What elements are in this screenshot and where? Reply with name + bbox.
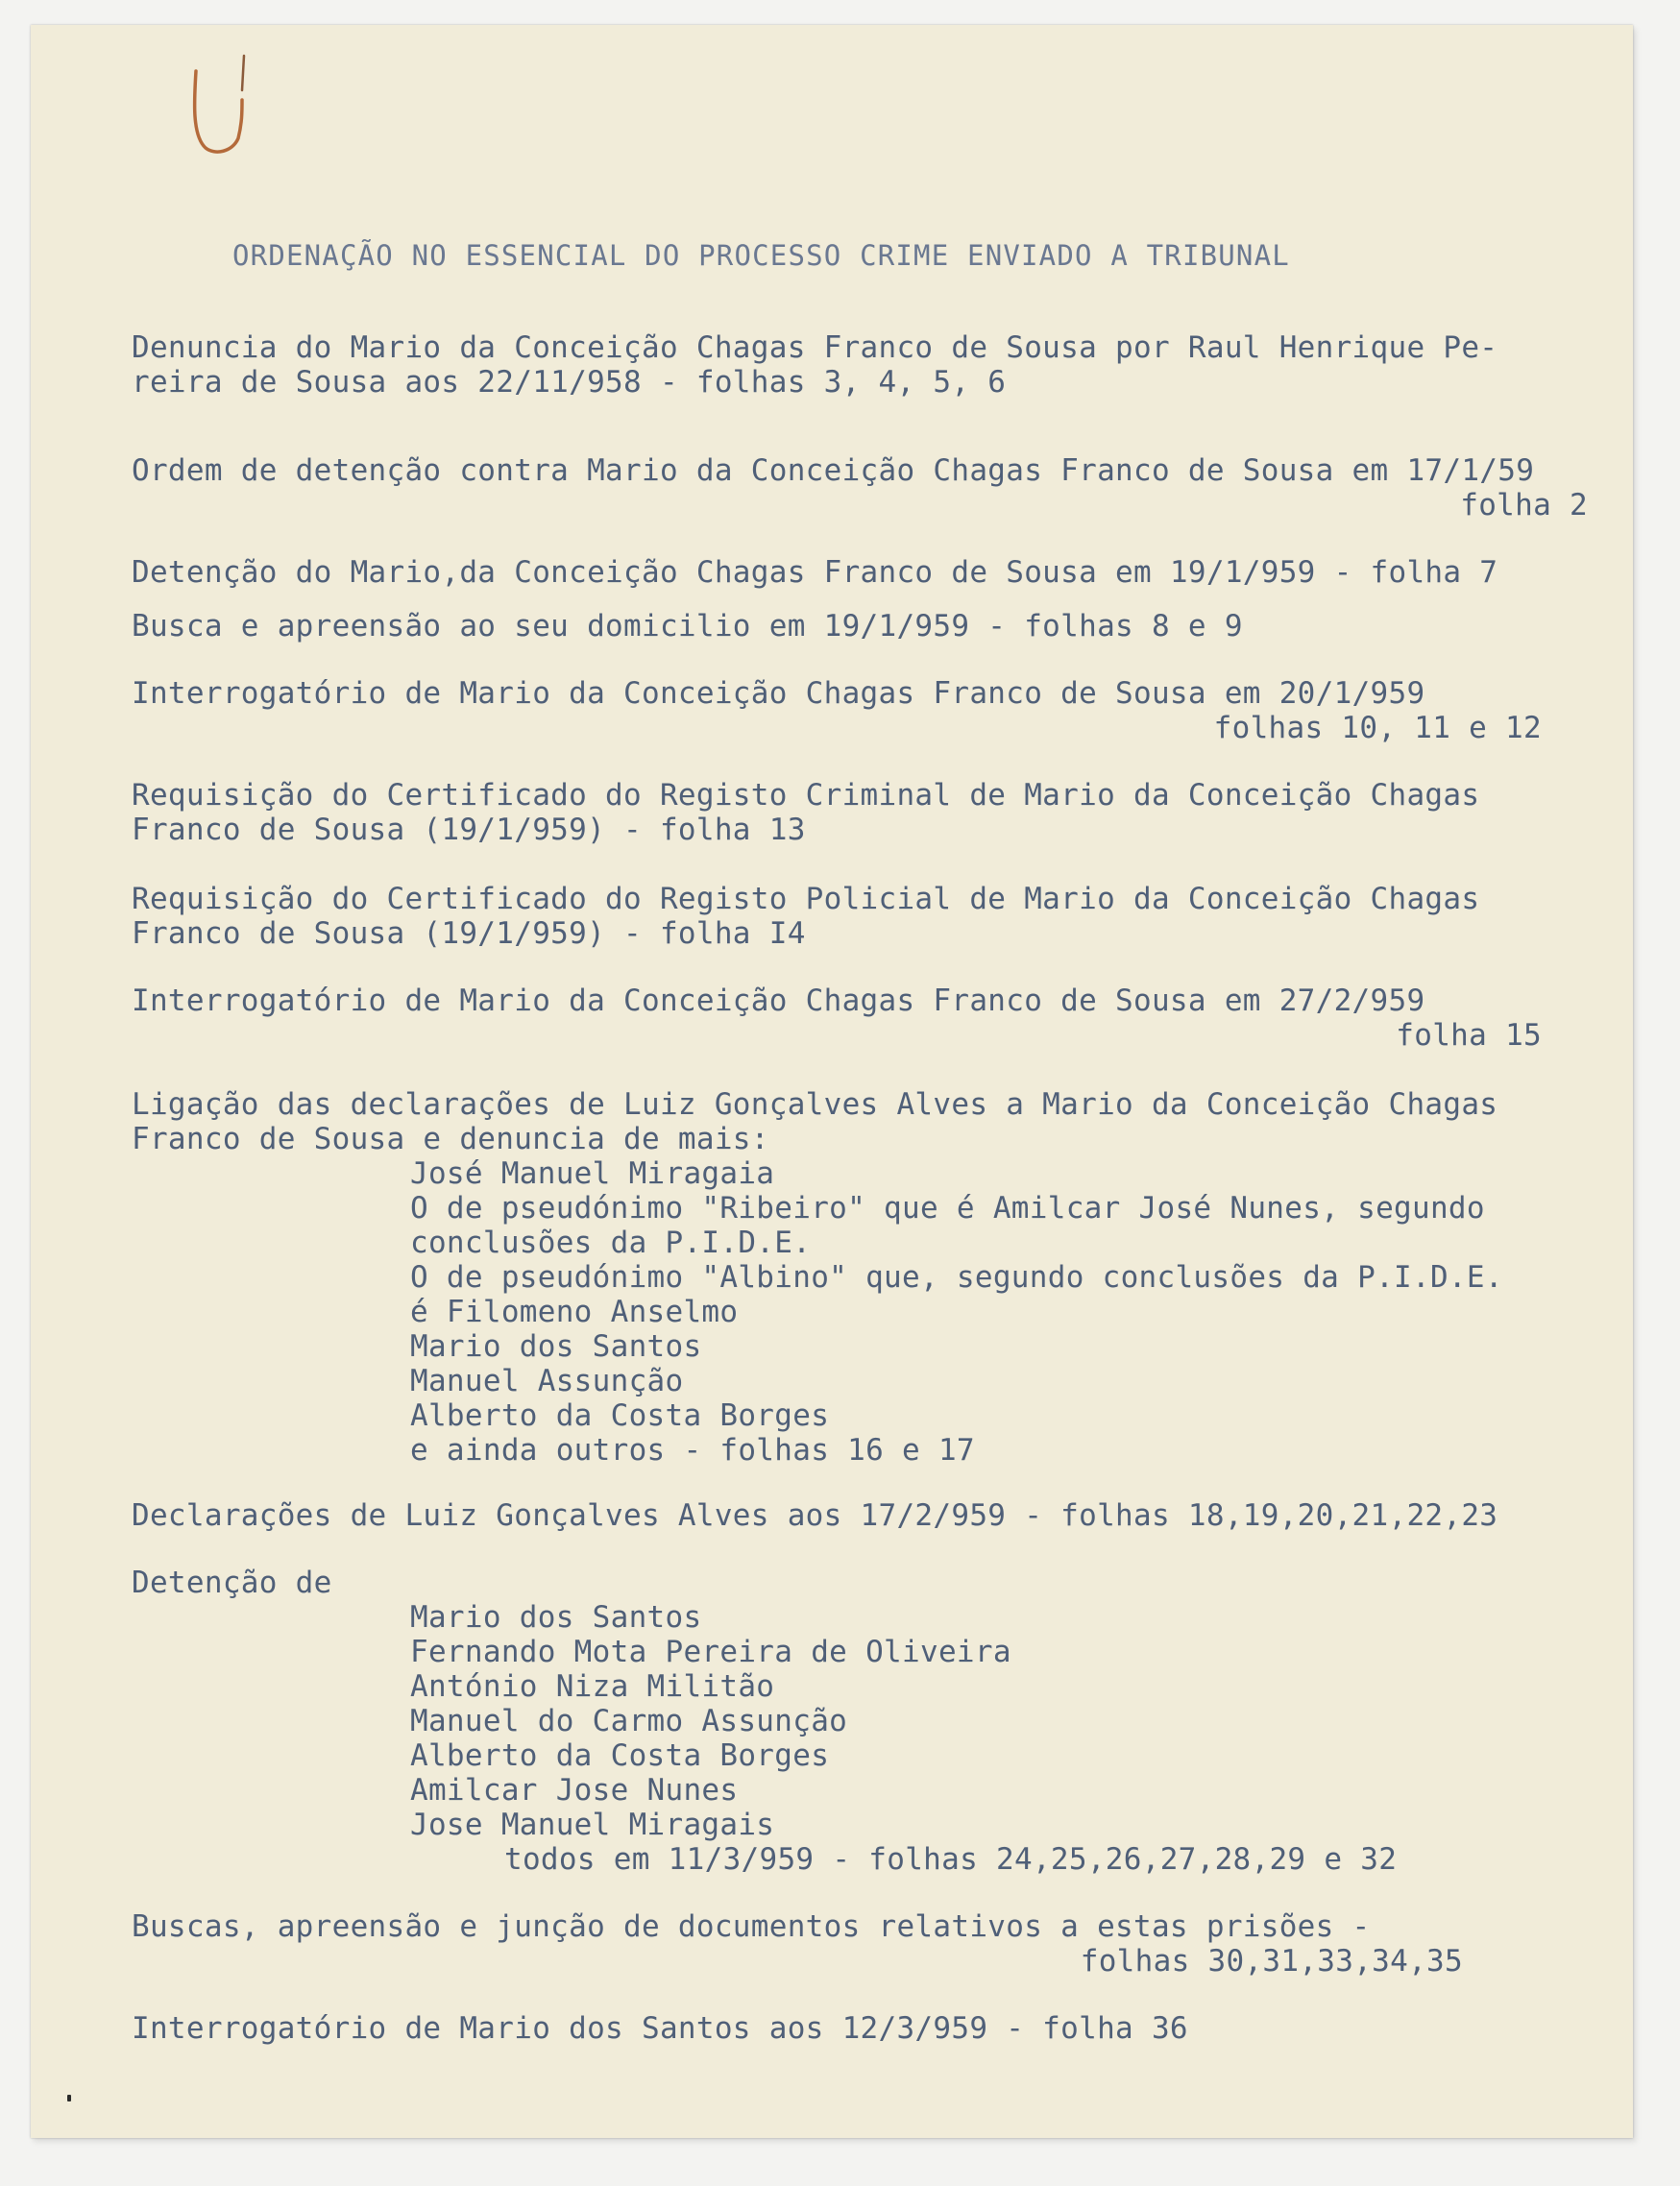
typed-text-area [31, 25, 1633, 2138]
entry-line: Detenção do Mario,da Conceição Chagas Franco de Sousa em 19/1/959 - folha 7 [132, 555, 1498, 590]
detained-person: Mario dos Santos [410, 1600, 702, 1635]
entry-busca-apreensao [132, 609, 1592, 644]
entry-line: Franco de Sousa e denuncia de mais: [132, 1122, 769, 1156]
entry-page-reference: todos em 11/3/959 - folhas 24,25,26,27,28,29 e 32 [504, 1842, 1398, 1877]
entry-page-reference: folhas 10, 11 e 12 [1213, 711, 1542, 745]
entry-registo-policial [132, 882, 1592, 951]
entry-line: Declarações de Luiz Gonçalves Alves aos 17/2/959 - folhas 18,19,20,21,22,23 [132, 1498, 1498, 1533]
entry-buscas-documentos [132, 1909, 1592, 1979]
detained-person: Manuel do Carmo Assunção [410, 1704, 848, 1738]
entry-line: Ordem de detenção contra Mario da Conceição Chagas Franco de Sousa em 17/1/59 [132, 453, 1535, 488]
named-person: Alberto da Costa Borges [410, 1398, 830, 1433]
entry-registo-criminal [132, 778, 1592, 847]
entry-declaracoes-luiz [132, 1498, 1592, 1533]
entry-line: Ligação das declarações de Luiz Gonçalves Alves a Mario da Conceição Chagas [132, 1087, 1498, 1122]
entry-line: Detenção de [132, 1566, 332, 1600]
entry-line: Requisição do Certificado do Registo Criminal de Mario da Conceição Chagas [132, 778, 1480, 813]
entry-denuncia [132, 330, 1592, 400]
entry-page-reference: e ainda outros - folhas 16 e 17 [410, 1433, 975, 1468]
entry-interrogatorio-2 [132, 984, 1592, 1053]
named-person: é Filomeno Anselmo [410, 1295, 739, 1329]
entry-line: Interrogatório de Mario dos Santos aos 12/3/959 - folha 36 [132, 2011, 1188, 2046]
entry-line: Busca e apreensão ao seu domicilio em 19/1/959 - folhas 8 e 9 [132, 609, 1243, 644]
entry-page-reference: folhas 30,31,33,34,35 [1080, 1944, 1463, 1979]
document-title: ORDENAÇÃO NO ESSENCIAL DO PROCESSO CRIME ENVIADO A TRIBUNAL [232, 239, 1290, 272]
entry-page-reference: folha 15 [1396, 1018, 1542, 1053]
named-person: conclusões da P.I.D.E. [410, 1226, 812, 1260]
entry-line: Franco de Sousa (19/1/959) - folha 13 [132, 813, 806, 847]
named-person: O de pseudónimo "Ribeiro" que é Amilcar José Nunes, segundo [410, 1191, 1485, 1226]
entry-interrogatorio-santos [132, 2011, 1592, 2046]
entry-line: Interrogatório de Mario da Conceição Chagas Franco de Sousa em 27/2/959 [132, 984, 1425, 1018]
entry-line: Interrogatório de Mario da Conceição Chagas Franco de Sousa em 20/1/959 [132, 676, 1425, 711]
ink-dot [67, 2095, 71, 2101]
named-person: Mario dos Santos [410, 1329, 702, 1364]
entry-line: Denuncia do Mario da Conceição Chagas Franco de Sousa por Raul Henrique Pe- [132, 330, 1498, 365]
detained-person: António Niza Militão [410, 1669, 775, 1704]
named-person: O de pseudónimo "Albino" que, segundo conclusões da P.I.D.E. [410, 1260, 1503, 1295]
document-page [31, 25, 1633, 2138]
entry-interrogatorio-1 [132, 676, 1592, 745]
entry-page-reference: folha 2 [1460, 488, 1588, 522]
detained-person: Fernando Mota Pereira de Oliveira [410, 1635, 1011, 1669]
detained-person: Jose Manuel Miragais [410, 1808, 775, 1842]
entry-detencao-mario [132, 555, 1592, 590]
named-person: José Manuel Miragaia [410, 1156, 775, 1191]
entry-detencao-de [132, 1566, 1592, 1877]
entry-line: Franco de Sousa (19/1/959) - folha I4 [132, 916, 806, 951]
detained-person: Amilcar Jose Nunes [410, 1773, 739, 1808]
detained-person: Alberto da Costa Borges [410, 1738, 830, 1773]
entry-line: Requisição do Certificado do Registo Policial de Mario da Conceição Chagas [132, 882, 1480, 916]
named-person: Manuel Assunção [410, 1364, 684, 1398]
entry-ordem-detencao [132, 453, 1592, 522]
entry-line: reira de Sousa aos 22/11/958 - folhas 3, 4, 5, 6 [132, 365, 1007, 400]
entry-ligacao-declaracoes [132, 1087, 1592, 1468]
entry-line: Buscas, apreensão e junção de documentos relativos a estas prisões - [132, 1909, 1371, 1944]
